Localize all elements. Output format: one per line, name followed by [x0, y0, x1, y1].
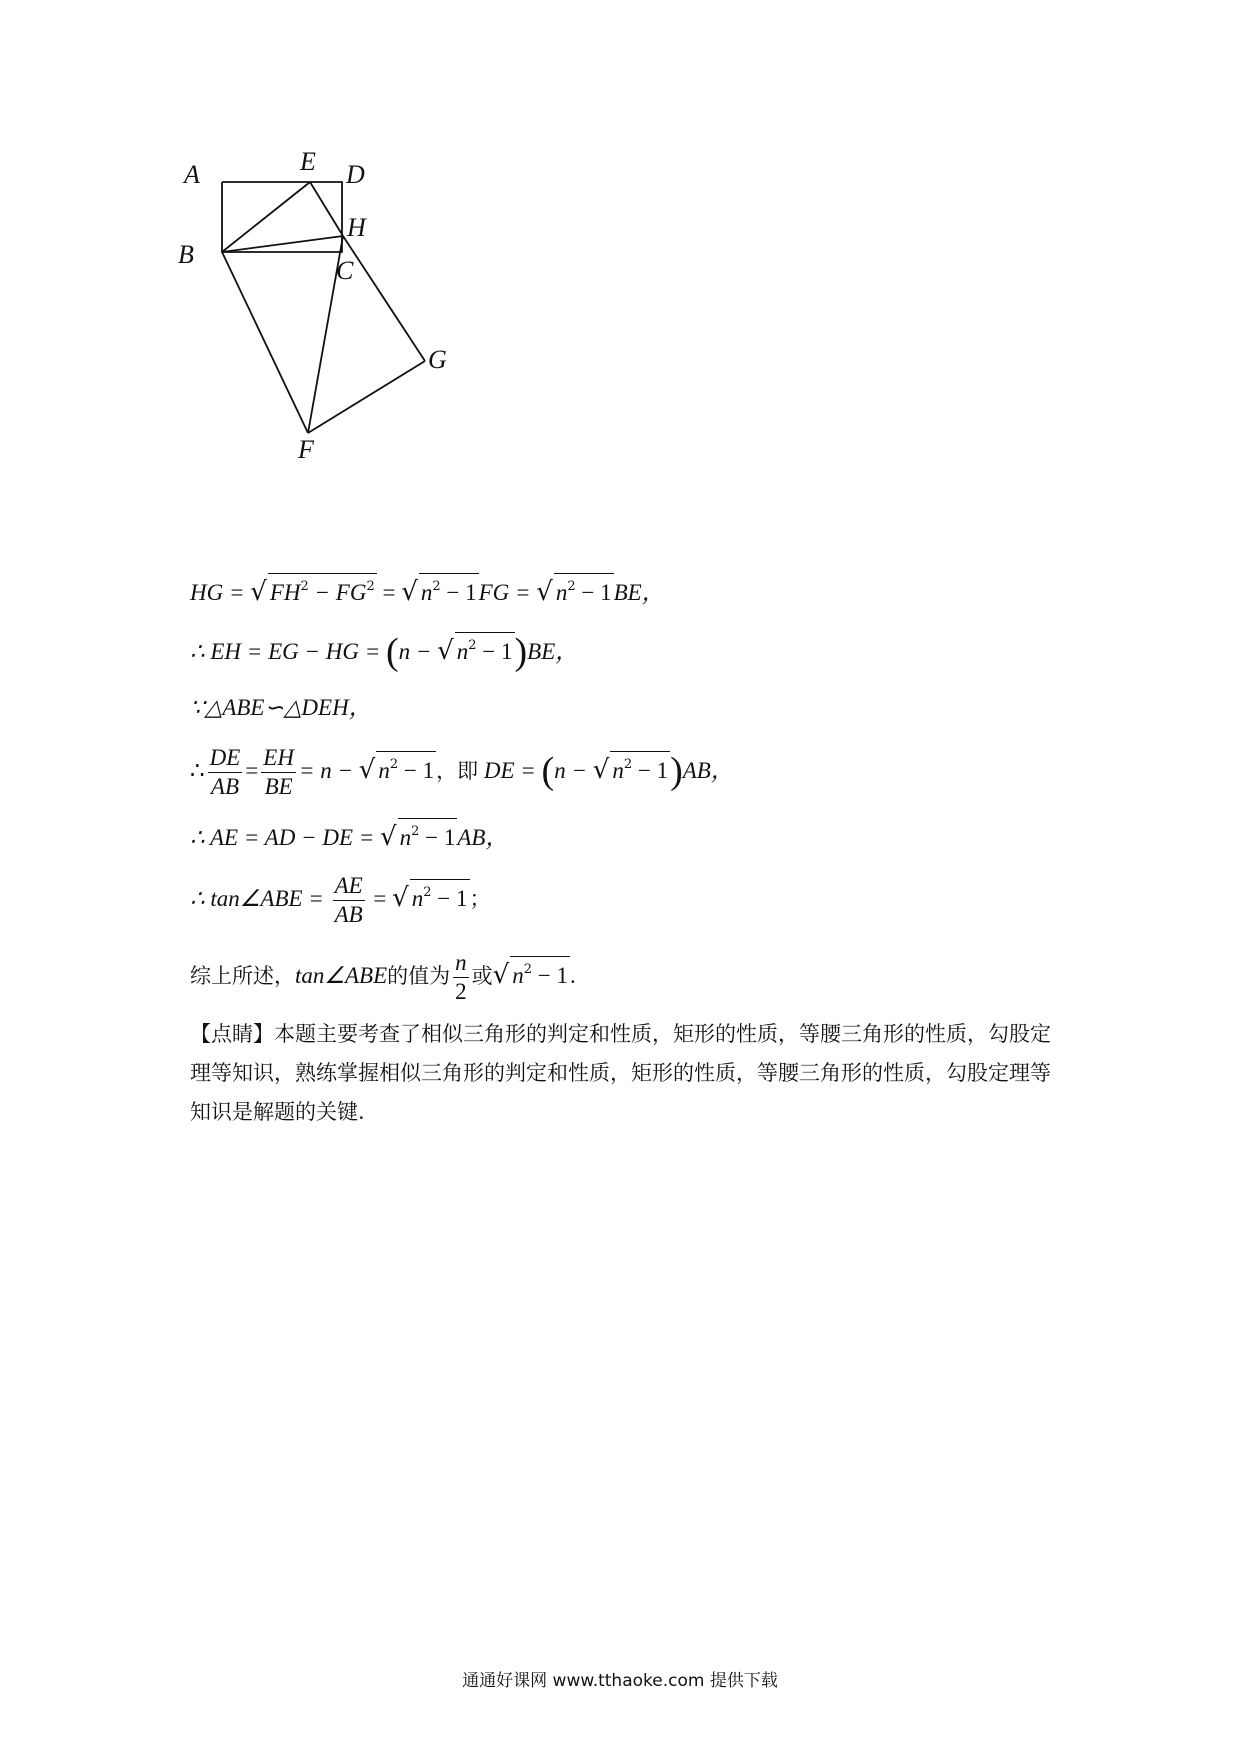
geometry-figure [178, 140, 516, 520]
sqrt-n2-1: $n^2 - 1$ [419, 573, 479, 606]
point-label-c: C [336, 256, 354, 285]
be-term: BE， [613, 580, 665, 605]
solution-line-6 [190, 868, 491, 929]
sqrt-symbol: √ [392, 883, 409, 913]
solution-line-2 [190, 631, 579, 673]
n-term: n [378, 758, 390, 783]
equals: = [367, 886, 393, 911]
n-term: n [512, 963, 524, 988]
solution-line-7 [190, 945, 576, 1006]
fraction-denominator: AB [334, 901, 363, 927]
minus-one: − 1 [532, 963, 569, 988]
sqrt-symbol: √ [380, 822, 397, 852]
ae-expression: ∴ AE = AD − DE = [190, 825, 381, 850]
equals: = [376, 580, 402, 605]
minus-one: − 1 [476, 639, 513, 664]
sqrt-symbol: √ [437, 636, 454, 666]
be-term: BE， [527, 639, 579, 664]
fraction-n-2 [453, 949, 469, 1006]
minus-one: − 1 [431, 886, 468, 911]
ab-term: AB， [457, 825, 509, 850]
equals: = [245, 758, 259, 783]
de-expression: DE = [478, 758, 542, 783]
n-term: n [456, 639, 469, 664]
therefore-symbol: ∴ [190, 758, 205, 783]
point-label-g: G [428, 345, 447, 374]
fg-term: − FG [308, 580, 367, 605]
left-paren: ( [385, 631, 399, 673]
n-term: n [420, 580, 433, 605]
right-paren: ) [514, 631, 528, 673]
fraction-denominator: 2 [455, 978, 467, 1004]
solution-line-4 [190, 740, 734, 801]
n-term: n [612, 758, 624, 783]
sqrt-n2-1: $n^2 - 1$ [455, 632, 515, 665]
solution-line-3 [190, 692, 372, 724]
note-heading: 【点睛】 [190, 1022, 274, 1046]
eh-expression: ∴ EH = EG − HG = [190, 639, 386, 664]
fraction-numerator: AE [334, 872, 363, 898]
fraction-numerator: n [455, 949, 467, 975]
point-label-b: B [178, 240, 194, 269]
point-label-f: F [298, 435, 314, 464]
sqrt-symbol: √ [492, 960, 510, 990]
fraction-eh-be [261, 744, 296, 801]
conclusion-text: 综上所述， [190, 964, 295, 988]
minus-one: − 1 [575, 580, 612, 605]
point-label-h: H [347, 213, 366, 242]
sqrt-symbol: √ [250, 577, 267, 607]
n-minus: = n − [298, 758, 359, 783]
ab-term: AB， [682, 758, 734, 783]
or-text: 或 [471, 964, 493, 988]
right-paren: ) [670, 750, 683, 792]
n-term: n [399, 825, 412, 850]
sqrt-n2-1: $n^2 - 1$ [410, 879, 470, 912]
sqrt-symbol: √ [401, 577, 418, 607]
fraction-denominator: BE [264, 773, 293, 799]
note-body: 本题主要考查了相似三角形的判定和性质，矩形的性质，等腰三角形的性质，勾股定理等知识，熟练掌握相似三角形的判定和性质，矩形的性质，等腰三角形的性质，勾股定理等知识是解题的关键. [190, 1022, 1051, 1124]
n-minus: n − [398, 639, 438, 664]
solution-line-5 [190, 818, 508, 854]
point-label-d: D [346, 160, 365, 189]
fh-term: FH [269, 580, 301, 605]
page-footer: 通通好课网 www.tthaoke.com 提供下载 [462, 1671, 778, 1691]
sqrt-symbol: √ [536, 577, 553, 607]
geometry-diagram [178, 140, 516, 520]
fraction-ae-ab [333, 872, 365, 929]
sqrt-n2-1: $n^2 - 1$ [510, 956, 570, 989]
sqrt-n2-1: $n^2 - 1$ [398, 818, 458, 851]
sqrt-n2-1: $n^2 - 1$ [554, 573, 614, 606]
ie-text: ，即 [436, 759, 479, 783]
left-paren: ( [541, 750, 555, 792]
minus-one: − 1 [398, 758, 435, 783]
minus-one: − 1 [419, 825, 456, 850]
n-term: n [411, 886, 424, 911]
similar-triangles: ∵△ABE∽△DEH， [190, 695, 372, 720]
key-point-note [190, 1015, 1060, 1132]
tan-expression: ∴ tan∠ABE = [190, 886, 330, 911]
n-minus: n − [554, 758, 593, 783]
hg-lhs: HG = [190, 580, 251, 605]
semicolon: ； [469, 887, 491, 911]
value-text: 的值为 [387, 964, 451, 988]
sqrt-symbol: √ [358, 755, 376, 785]
fraction-de-ab [208, 744, 243, 801]
minus-one: − 1 [632, 758, 669, 783]
fraction-numerator: DE [209, 744, 241, 770]
minus-one: − 1 [440, 580, 477, 605]
tan-term: tan∠ABE [295, 963, 388, 988]
sqrt-n2-1: $n^2 - 1$ [610, 751, 670, 784]
point-label-e: E [300, 147, 316, 176]
fraction-numerator: EH [263, 744, 294, 770]
period: . [570, 963, 576, 988]
sqrt-fh-fg: $FH^2 - FG^2$ [268, 573, 377, 606]
sqrt-n2-1: $n^2 - 1$ [376, 751, 436, 784]
solution-line-1 [190, 573, 665, 609]
fg-term-2: FG = [478, 580, 537, 605]
sqrt-symbol: √ [592, 755, 610, 785]
point-label-a: A [184, 160, 200, 189]
fraction-denominator: AB [210, 773, 240, 799]
n-term: n [555, 580, 568, 605]
